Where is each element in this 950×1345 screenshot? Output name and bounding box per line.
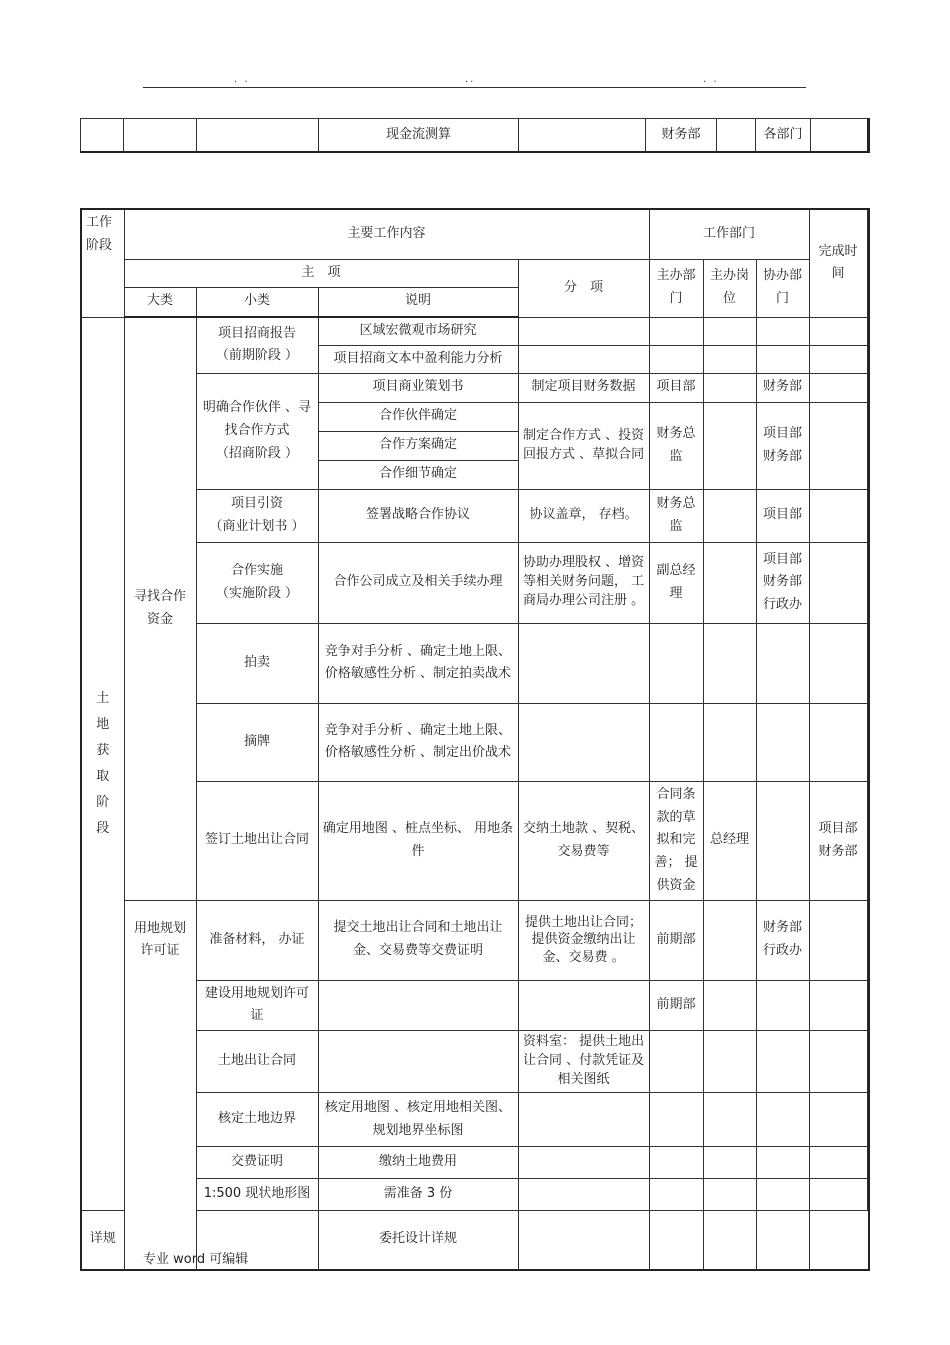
header-dots-left: . . [234,74,250,85]
continuation-table [80,118,870,153]
header-done: 完成时间 [809,209,867,317]
row2d-desc: 合作细节确定 [318,460,518,489]
header-small: 小类 [196,287,318,317]
category-funding: 寻找合作资金 [124,317,196,900]
work-plan-table [80,208,870,1271]
row13-desc: 需准备 3 份 [318,1179,518,1211]
row3-desc: 签署战略合作协议 [318,489,518,542]
row2a-assist: 财务部 [756,373,809,402]
footer-note: 专业 word 可编辑 [143,1252,249,1267]
row2-small: 明确合作伙伴 、寻找合作方式 （招商阶段 ） [196,373,318,489]
row11-desc: 核定用地图 、核定用地相关图、规划地界坐标图 [318,1093,518,1147]
category-contract: 签订土地出让合同 [196,781,318,900]
header-dept: 工作部门 [649,209,809,259]
row4-sub: 协助办理股权 、增资等相关财务问题， 工商局办理公司注册 。 [518,542,649,623]
row2bcd-assist: 项目部 财务部 [756,402,809,489]
row8-assist: 财务部 行政办 [756,900,809,980]
header-dots-mid: .. [465,74,476,85]
row8-desc: 提交土地出让合同和土地出让金、交易费等交费证明 [318,900,518,980]
row6-desc: 竞争对手分析 、确定土地上限、价格敏感性分析 、制定出价战术 [318,703,518,781]
row2a-lead: 项目部 [649,373,703,402]
row5-desc: 竞争对手分析 、确定土地上限、价格敏感性分析 、制定拍卖战术 [318,623,518,703]
row2c-desc: 合作方案确定 [318,431,518,460]
row3-small: 项目引资 （商业计划书 ） [196,489,318,542]
header-stage: 工作阶段 [81,209,124,317]
row13-small: 1:500 现状地形图 [196,1179,318,1211]
row7-assist: 项目部 财务部 [809,781,867,900]
header-lead: 主办部门 [649,259,703,317]
row14-small: 详规 [81,1211,124,1270]
header-main: 主要工作内容 [124,209,649,259]
row7-small: 确定用地图 、桩点坐标、 用地条件 [318,781,518,900]
row4-assist: 项目部 财务部 行政办 [756,542,809,623]
row8-lead: 前期部 [649,900,703,980]
row2a-desc: 项目商业策划书 [318,373,518,402]
header-dots-right: . . [703,74,719,85]
row6-small: 摘牌 [196,703,318,781]
cashflow-cell: 现金流测算 [319,119,519,153]
row2b-desc: 合作伙伴确定 [318,402,518,431]
header-post: 主办岗位 [703,259,756,317]
stage-cell: 土地获取阶段 [81,317,124,1211]
row3-sub: 协议盖章， 存档。 [518,489,649,542]
row10-sub: 资料室： 提供土地出让合同 、付款凭证及相关图纸 [518,1031,649,1093]
row1a-desc: 区域宏微观市场研究 [318,317,518,345]
header-desc: 说明 [318,287,518,317]
row12-desc: 缴纳土地费用 [318,1147,518,1179]
category-permit: 用地规划许可证 [124,900,196,980]
row1b-desc: 项目招商文本中盈利能力分析 [318,345,518,373]
cashflow-dept: 财务部 [646,119,717,153]
header-rule [143,87,806,88]
row4-small: 合作实施 （实施阶段 ） [196,542,318,623]
header-big: 大类 [124,287,196,317]
row2bcd-sub: 制定合作方式 、投资回报方式 、草拟合同 [518,402,649,489]
row4-desc: 合作公司成立及相关手续办理 [318,542,518,623]
row7-sub: 合同条款的草拟和完善； 提供资金 [649,781,703,900]
header-assist: 协办部门 [756,259,809,317]
row8-small: 准备材料， 办证 [196,900,318,980]
row11-small: 核定土地边界 [196,1093,318,1147]
row5-small: 拍卖 [196,623,318,703]
row7-desc: 交纳土地款 、契税、 交易费等 [518,781,649,900]
row14-sub: 委托设计详规 [318,1211,518,1270]
cashflow-assist: 各部门 [756,119,811,153]
header-sub: 分 项 [518,259,649,317]
row3-lead: 财务总监 [649,489,703,542]
header-item: 主 项 [124,259,518,287]
row9-lead: 前期部 [649,980,703,1031]
row3-assist: 项目部 [756,489,809,542]
row1-small: 项目招商报告 （前期阶段 ） [196,317,318,373]
row7-lead: 总经理 [703,781,756,900]
row12-small: 交费证明 [196,1147,318,1179]
row2bcd-lead: 财务总监 [649,402,703,489]
row9-small: 建设用地规划许可证 [196,980,318,1031]
row2a-sub: 制定项目财务数据 [518,373,649,402]
row10-small: 土地出让合同 [196,1031,318,1093]
row4-lead: 副总经理 [649,542,703,623]
row8-sub: 提供土地出让合同； 提供资金缴纳出让金、交易费 。 [518,900,649,980]
